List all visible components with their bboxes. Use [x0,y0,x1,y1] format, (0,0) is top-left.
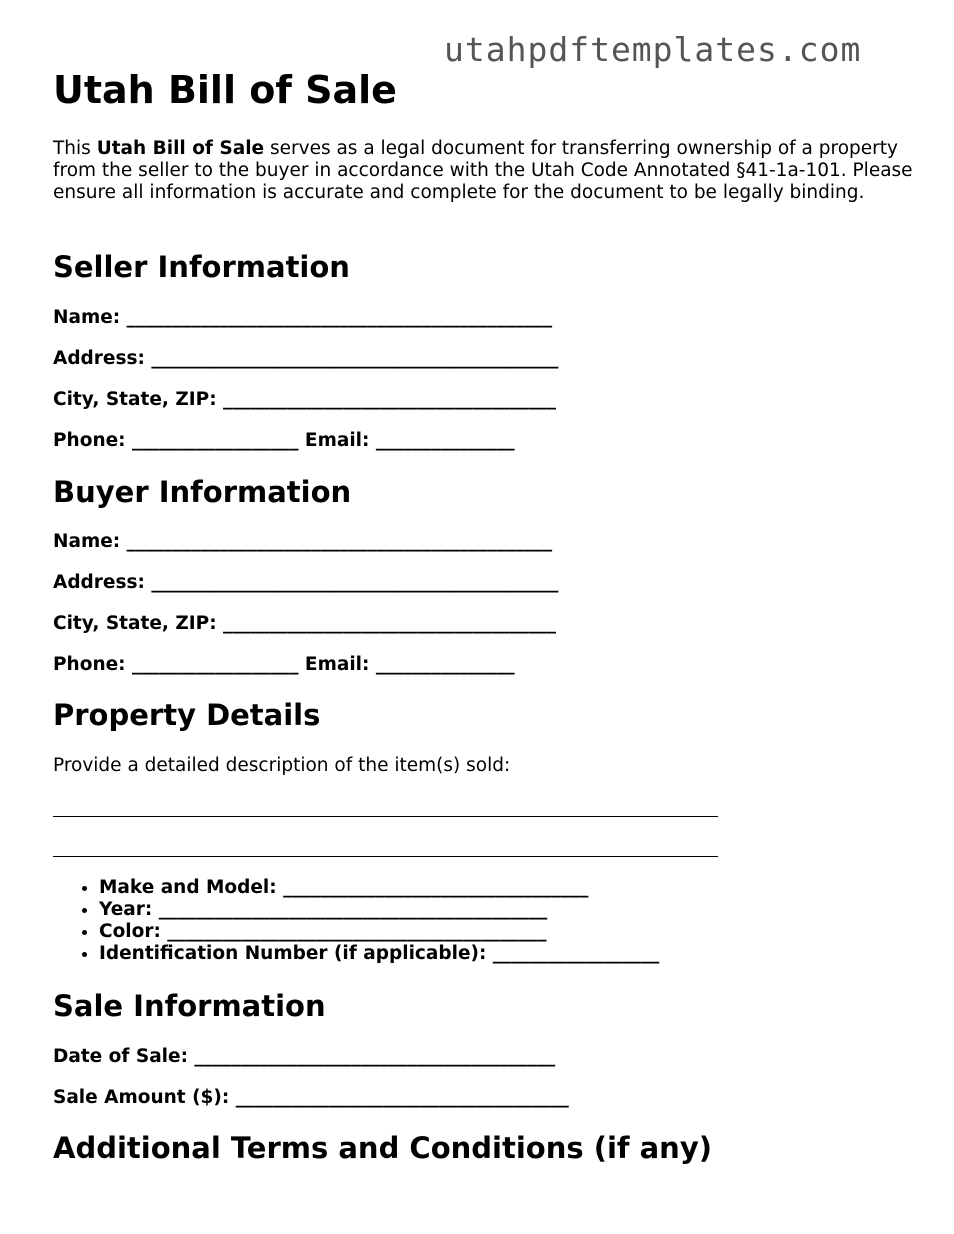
seller-name-field[interactable]: Name: ______________________________________________ [53,307,553,328]
sale-amount-field[interactable]: Sale Amount ($): ____________________________________ [53,1087,569,1108]
property-heading: Property Details [53,698,321,732]
sale-date-field[interactable]: Date of Sale: _______________________________________ [53,1046,556,1067]
buyer-city-field[interactable]: City, State, ZIP: ____________________________________ [53,613,557,634]
year-field[interactable]: • Year: __________________________________________ [99,899,659,921]
color-field[interactable]: • Color: _________________________________________ [99,921,659,943]
terms-heading: Additional Terms and Conditions (if any) [53,1131,712,1165]
intro-suffix: serves as a legal document for transferring ownership of a property from the seller to the buyer in accordance with the Utah Code Annotated §41-1a-101. Please ensure all information is accurate and complete for the document to be legally binding. [53,138,913,203]
buyer-address-field[interactable]: Address: ____________________________________________ [53,572,559,593]
property-specs-list [53,877,659,965]
identification-number-field[interactable]: • Identification Number (if applicable): __________________ [99,943,659,965]
buyer-heading: Buyer Information [53,475,352,509]
intro-prefix: This [53,138,97,159]
make-model-field[interactable]: • Make and Model: _________________________________ [99,877,659,899]
intro-bold: Utah Bill of Sale [96,138,265,159]
buyer-phone-email-field[interactable]: Phone: __________________ Email: _______________ [53,654,515,675]
page-title: Utah Bill of Sale [53,68,397,112]
seller-city-field[interactable]: City, State, ZIP: ____________________________________ [53,389,557,410]
property-prompt: Provide a detailed description of the item(s) sold: [53,755,511,776]
description-line-2[interactable] [53,855,718,857]
buyer-name-field[interactable]: Name: ______________________________________________ [53,531,553,552]
seller-phone-email-field[interactable]: Phone: __________________ Email: _______________ [53,430,515,451]
description-line-1[interactable] [53,815,718,817]
intro-paragraph [53,138,913,204]
seller-address-field[interactable]: Address: ____________________________________________ [53,348,559,369]
sale-heading: Sale Information [53,989,326,1023]
site-watermark: utahpdftemplates.com [444,30,862,69]
seller-heading: Seller Information [53,250,350,284]
